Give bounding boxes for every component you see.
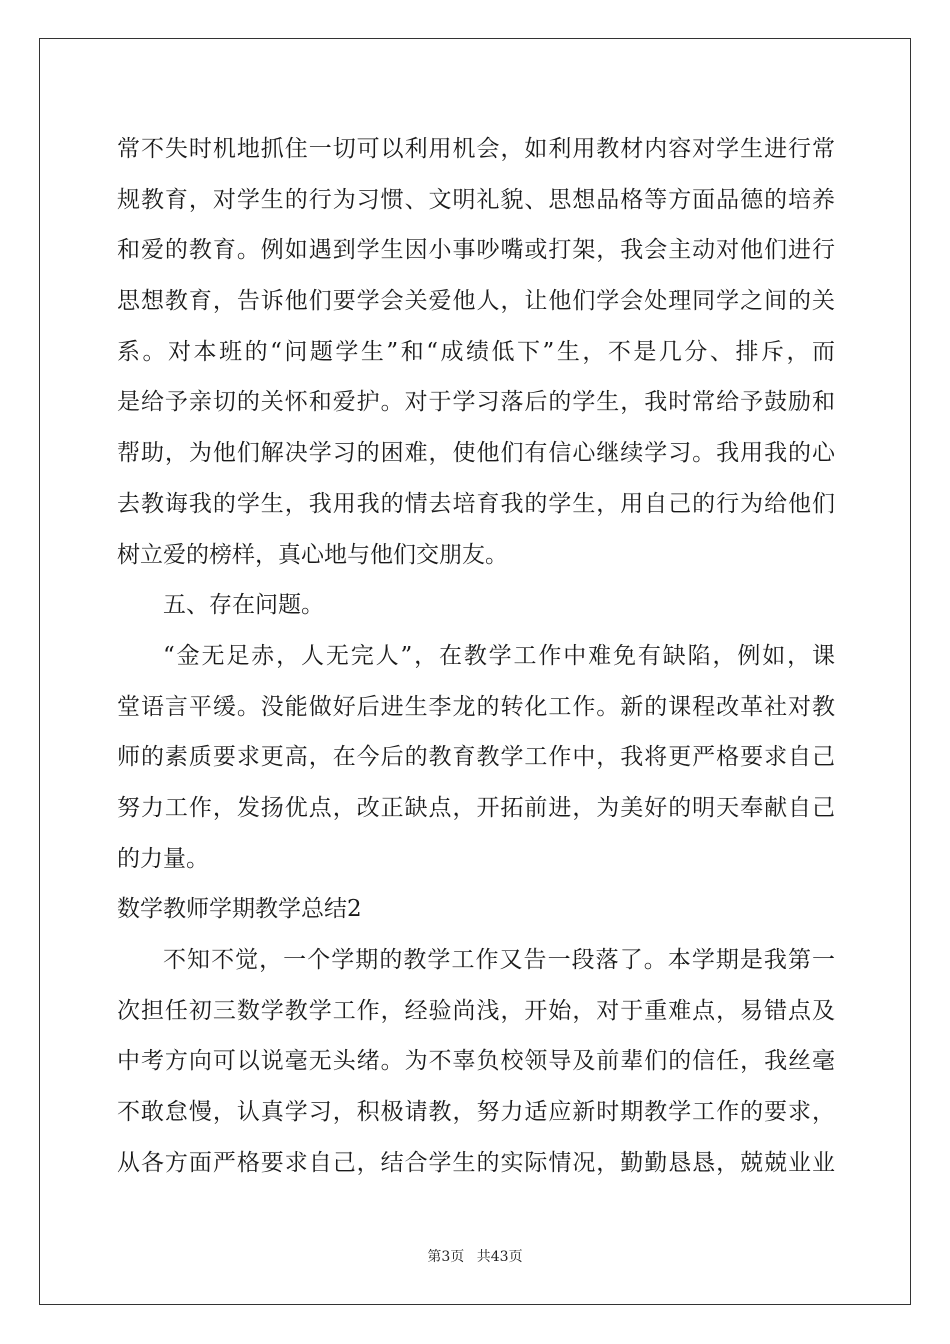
paragraph-line: 去教诲我的学生，我用我的情去培育我的学生，用自己的行为给他们 <box>117 490 835 517</box>
paragraph-line: 常不失时机地抓住一切可以利用机会，如利用教材内容对学生进行常 <box>117 136 835 162</box>
article-title: 数学教师学期教学总结2 <box>117 896 362 923</box>
paragraph-line: 次担任初三数学教学工作，经验尚浅，开始，对于重难点，易错点及 <box>117 997 835 1024</box>
paragraph-line: “金无足赤，人无完人”，在教学工作中难免有缺陷，例如，课 <box>163 642 835 669</box>
paragraph-line: 堂语言平缓。没能做好后进生李龙的转化工作。新的课程改革社对教 <box>117 693 835 720</box>
paragraph-line: 不知不觉，一个学期的教学工作又告一段落了。本学期是我第一 <box>163 947 835 973</box>
section-heading: 五、存在问题。 <box>163 592 324 619</box>
paragraph-line: 和爱的教育。例如遇到学生因小事吵嘴或打架，我会主动对他们进行 <box>117 237 835 264</box>
paragraph-line: 是给予亲切的关怀和爱护。对于学习落后的学生，我时常给予鼓励和 <box>117 389 835 416</box>
document-body <box>117 124 835 1188</box>
paragraph-line: 从各方面严格要求自己，结合学生的实际情况，勤勤恳恳，兢兢业业 <box>117 1149 835 1176</box>
paragraph-line: 树立爱的榜样，真心地与他们交朋友。 <box>117 541 508 568</box>
paragraph-line: 中考方向可以说毫无头绪。为不辜负校领导及前辈们的信任，我丝毫 <box>117 1048 835 1075</box>
paragraph-line: 帮助，为他们解决学习的困难，使他们有信心继续学习。我用我的心 <box>117 440 835 467</box>
paragraph-line: 思想教育，告诉他们要学会关爱他人，让他们学会处理同学之间的关 <box>117 288 835 315</box>
paragraph-line: 规教育，对学生的行为习惯、文明礼貌、思想品格等方面品德的培养 <box>117 186 835 213</box>
paragraph-line: 系。对本班的“问题学生”和“成绩低下”生，不是几分、排斥，而 <box>117 338 835 365</box>
page-footer <box>0 1246 950 1266</box>
paragraph-line: 师的素质要求更高，在今后的教育教学工作中，我将更严格要求自己 <box>117 744 835 771</box>
paragraph-line: 努力工作，发扬优点，改正缺点，开拓前进，为美好的明天奉献自己 <box>117 794 835 821</box>
paragraph-line: 的力量。 <box>117 845 209 872</box>
page-number: 第3页 <box>427 1249 465 1265</box>
paragraph-line: 不敢怠慢，认真学习，积极请教，努力适应新时期教学工作的要求， <box>117 1099 835 1126</box>
page-total: 共43页 <box>476 1249 523 1265</box>
